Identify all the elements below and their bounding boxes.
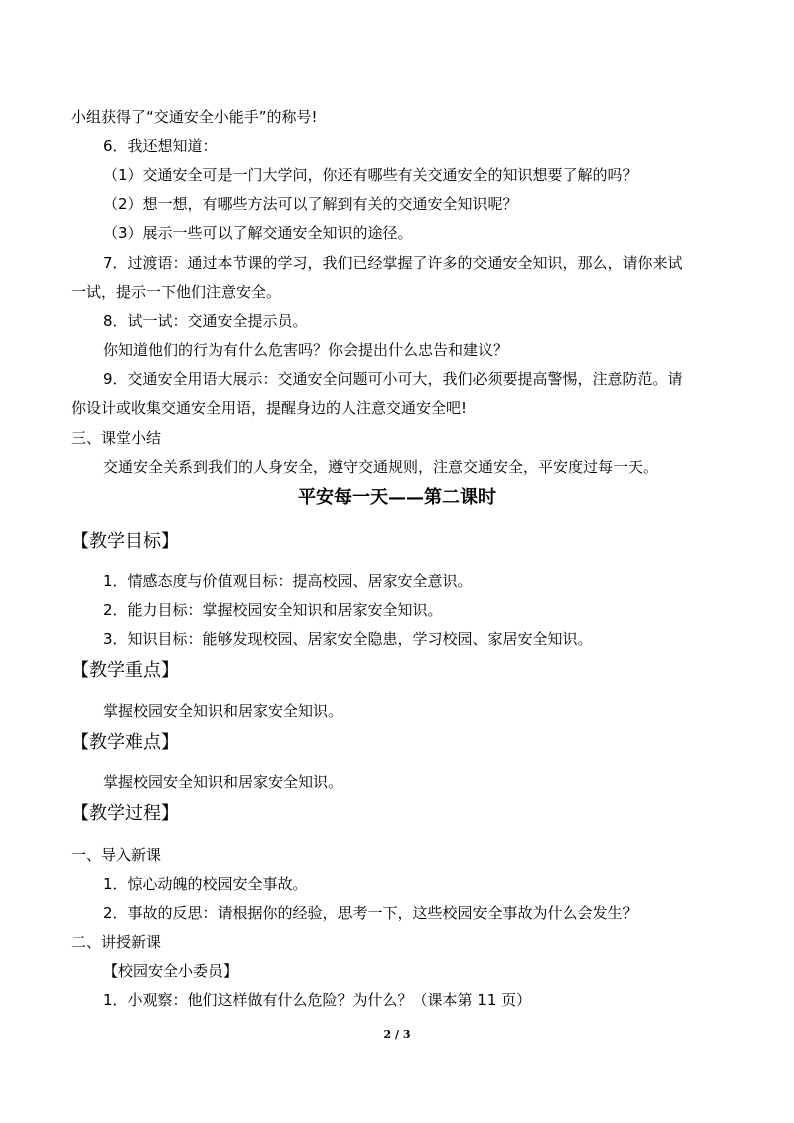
list-item: 9．交通安全用语大展示：交通安全问题可小可大，我们必须要提高警惕，注意防范。请 (103, 370, 683, 388)
section-heading: 一、导入新课 (71, 846, 162, 864)
list-item: 1．小观察：他们这样做有什么危险？为什么？（课本第 11 页） (103, 991, 532, 1009)
text-line: 掌握校园安全知识和居家安全知识。 (103, 702, 344, 720)
list-item: 1．情感态度与价值观目标：提高校园、居家安全意识。 (103, 572, 473, 590)
list-item: 3．知识目标：能够发现校园、居家安全隐患，学习校园、家居安全知识。 (103, 630, 593, 648)
section-heading: 【教学过程】 (71, 803, 179, 824)
sub-heading: 【校园安全小委员】 (103, 962, 239, 980)
text-line: 你知道他们的行为有什么危害吗？你会提出什么忠告和建议？ (103, 341, 509, 359)
section-heading: 【教学难点】 (71, 732, 179, 753)
list-item: 2．能力目标：掌握校园安全知识和居家安全知识。 (103, 601, 443, 619)
list-item: （2）想一想，有哪些方法可以了解到有关的交通安全知识呢？ (103, 195, 518, 213)
list-item: 6．我还想知道： (103, 137, 218, 155)
list-item: 2．事故的反思：请根据你的经验，思考一下，这些校园安全事故为什么会发生？ (103, 904, 638, 922)
section-heading: 三、课堂小结 (71, 429, 162, 447)
list-item: 7．过渡语：通过本节课的学习，我们已经掌握了许多的交通安全知识，那么，请你来试 (103, 254, 683, 272)
text-line: 你设计或收集交通安全用语，提醒身边的人注意交通安全吧! (71, 399, 468, 417)
text-line: 交通安全关系到我们的人身安全，遵守交通规则，注意交通安全，平安度过每一天。 (103, 458, 659, 476)
list-item: （1）交通安全可是一门大学问，你还有哪些有关交通安全的知识想要了解的吗？ (103, 166, 638, 184)
list-item: 8．试一试：交通安全提示员。 (103, 312, 308, 330)
section-heading: 【教学目标】 (71, 531, 179, 552)
section-heading: 【教学重点】 (71, 660, 179, 681)
list-item: 1．惊心动魄的校园安全事故。 (103, 875, 308, 893)
page-number: 2 / 3 (383, 1028, 411, 1041)
list-item: （3）展示一些可以了解交通安全知识的途径。 (103, 224, 413, 242)
text-line: 掌握校园安全知识和居家安全知识。 (103, 773, 344, 791)
section-heading: 二、讲授新课 (71, 933, 162, 951)
page-title: 平安每一天——第二课时 (298, 487, 496, 508)
text-line: 小组获得了“交通安全小能手”的称号! (71, 108, 318, 126)
text-line: 一试，提示一下他们注意安全。 (71, 283, 282, 301)
